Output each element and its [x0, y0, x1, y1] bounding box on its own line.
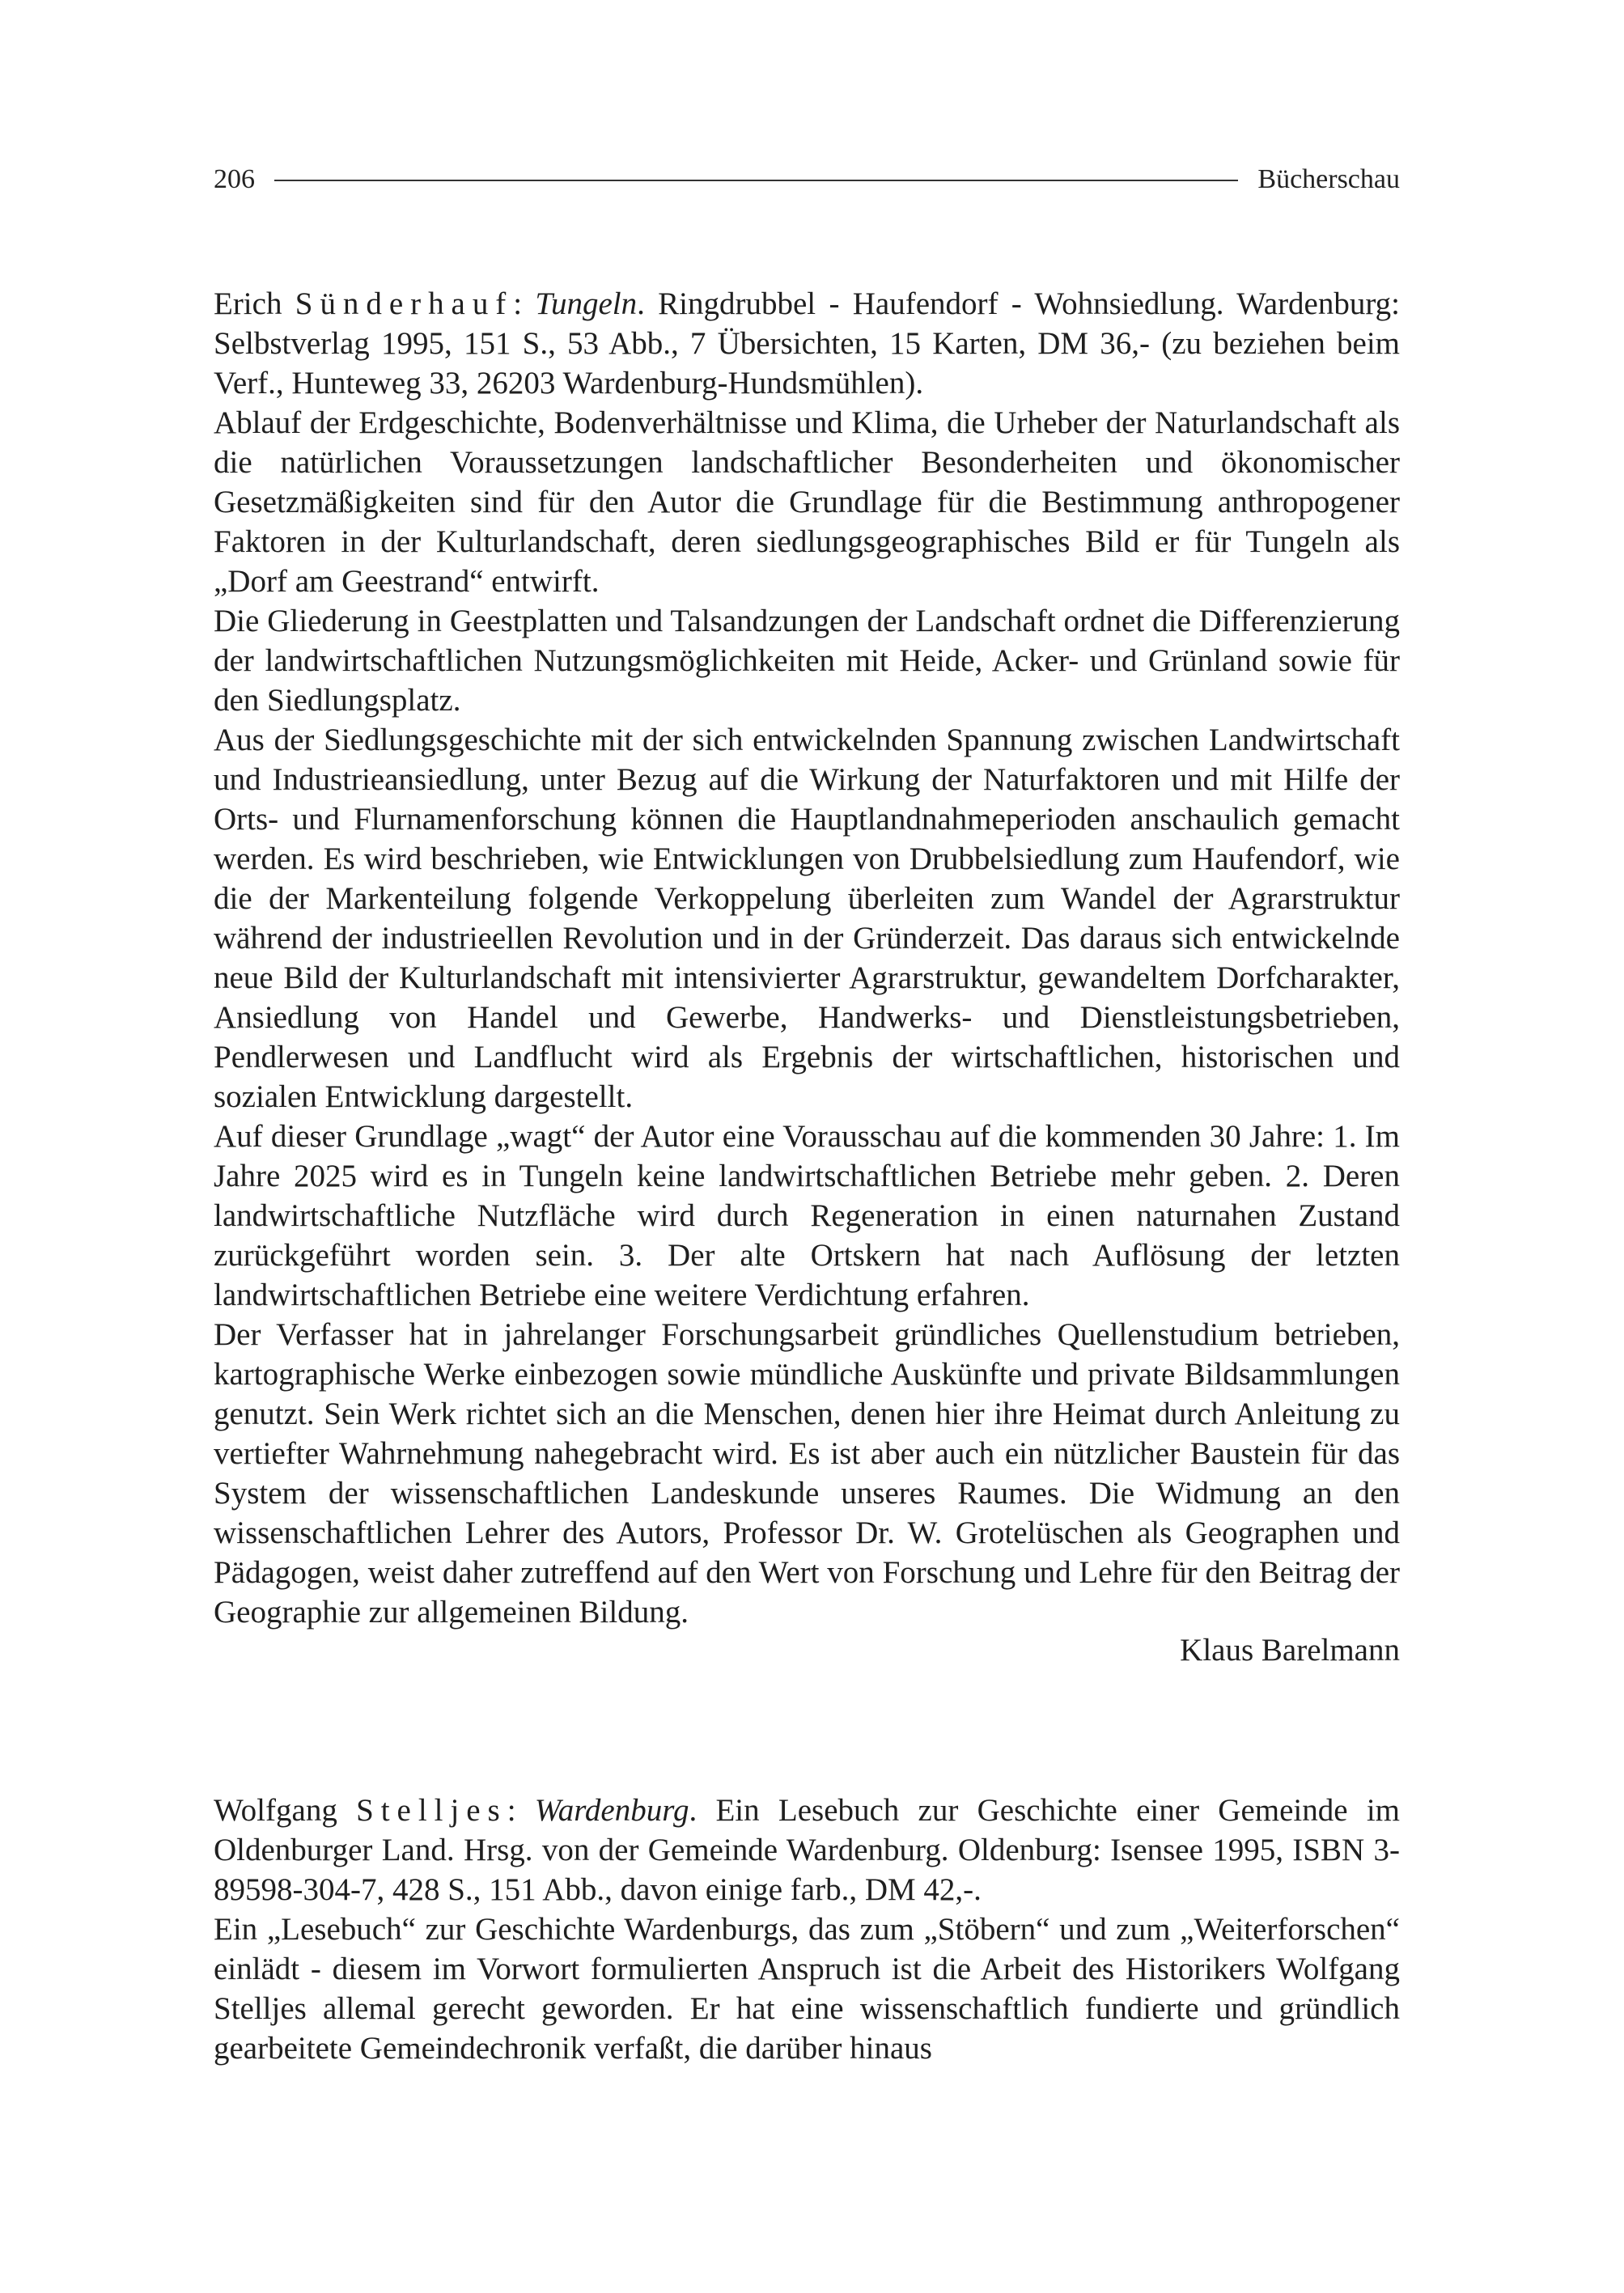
author-colon: : [507, 1793, 535, 1828]
review-separator-space [214, 1703, 1400, 1791]
review-paragraph: Auf dieser Grundlage „wagt“ der Autor eine Vorausschau auf die kommenden 30 Jahre: 1. Im Jahre 2025 wird es in Tungeln keine landwirtschaftlichen Betriebe mehr geben. 2. Deren landwirtschaftliche Nutzfläche wird durch Regeneration in einen naturnahen Zustand zurückgeführt worden sein. 3. Der alte Ortskern hat nach Auflösung der letzten landwirtschaftlichen Betriebe eine weitere Verdichtung erfahren. [214, 1119, 1400, 1312]
review-paragraph: Ein „Lesebuch“ zur Geschichte Wardenburgs, das zum „Stöbern“ und zum „Weiterforschen“ einlädt - diesem im Vorwort formulierten Anspruch ist die Arbeit des Historikers Wolfgang Stelljes allemal gerecht geworden. Er hat eine wissenschaftlich fundierte und gründlich gearbeitete Gemeindechronik verfaßt, die darüber hinaus [214, 1912, 1400, 2066]
review-content [214, 284, 1400, 2068]
running-head [214, 166, 1400, 193]
review-paragraph: Der Verfasser hat in jahrelanger Forschungsarbeit gründliches Quellenstudium betrieben, kartographische Werke einbezogen sowie mündliche Auskünfte und private Bildsammlungen genutzt. Sein Werk richtet sich an die Menschen, denen hier ihre Heimat durch Anleitung zu vertiefter Wahrnehmung nahegebracht wird. Es ist aber auch ein nützlicher Baustein für das System der wissenschaftlichen Landeskunde unseres Raumes. Die Widmung an den wissenschaftlichen Lehrer des Autors, Professor Dr. W. Grotelüschen als Geographen und Pädagogen, weist daher zutreffend auf den Wert von Forschung und Lehre für den Beitrag der Geographie zur allgemeinen Bildung. [214, 1317, 1400, 1630]
author-first-name: Wolfgang [214, 1793, 337, 1828]
page-number: 206 [214, 164, 255, 194]
review-paragraph: Aus der Siedlungsgeschichte mit der sich entwickelnden Spannung zwischen Landwirtschaft und Industrieansiedlung, unter Bezug auf die Wirkung der Naturfaktoren und mit Hilfe der Orts- und Flurnamenforschung können die Hauptlandnahmeperioden anschaulich gemacht werden. Es wird beschrieben, wie Entwicklungen von Drubbelsiedlung zum Haufendorf, wie die der Markenteilung folgende Verkoppelung überleiten zum Wandel der Agrarstruktur während der industrieellen Revolution und in der Gründerzeit. Das daraus sich entwickelnde neue Bild der Kulturlandschaft mit intensivierter Agrarstruktur, gewandeltem Dorfcharakter, Ansiedlung von Handel und Gewerbe, Handwerks- und Dienstleistungsbetrieben, Pendlerwesen und Landflucht wird als Ergebnis der wirtschaftlichen, historischen und sozialen Entwicklung dargestellt. [214, 723, 1400, 1114]
author-last-name: Stelljes [356, 1793, 507, 1828]
author-colon: : [513, 286, 536, 321]
review-paragraph: Die Gliederung in Geestplatten und Talsandzungen der Landschaft ordnet die Differenzierung der landwirtschaftlichen Nutzungsmöglichkeiten mit Heide, Acker- und Grünland sowie für den Siedlungsplatz. [214, 604, 1400, 718]
book-title: Wardenburg [534, 1793, 689, 1828]
bibliographic-details: . Ein Lesebuch zur Geschichte einer Gemeinde im Oldenburger Land. Hrsg. von der Gemeinde Wardenburg. Oldenburg: Isensee 1995, ISBN 3-89598-304-7, 428 S., 151 Abb., davon einige farb., DM 42,-. [214, 1793, 1400, 1907]
review-wardenburg [214, 1791, 1400, 2068]
author-first-name: Erich [214, 286, 282, 321]
review-bibliography [214, 1791, 1400, 1909]
reviewer-signature: Klaus Barelmann [1180, 1633, 1400, 1668]
review-tungeln [214, 284, 1400, 1672]
document-page [214, 166, 1400, 2068]
bibliographic-details: . Ringdrubbel - Haufendorf - Wohnsiedlung. Wardenburg: Selbstverlag 1995, 151 S., 53 Abb., 7 Übersichten, 15 Karten, DM 36,- (zu beziehen beim Verf., Hunteweg 33, 26203 Wardenburg-Hundsmühlen). [214, 286, 1400, 401]
book-title: Tungeln [535, 286, 638, 321]
header-rule [274, 180, 1238, 181]
review-bibliography [214, 284, 1400, 403]
review-paragraph: Ablauf der Erdgeschichte, Bodenverhältnisse und Klima, die Urheber der Naturlandschaft als die natürlichen Voraussetzungen landschaftlicher Besonderheiten und ökonomischer Gesetzmäßigkeiten sind für den Autor die Grundlage für die Bestimmung anthropogener Faktoren in der Kulturlandschaft, deren siedlungsgeographisches Bild er für Tungeln als „Dorf am Geestrand“ entwirft. [214, 405, 1400, 599]
author-last-name: Sünderhauf [295, 286, 514, 321]
section-title: Bücherschau [1257, 164, 1400, 194]
